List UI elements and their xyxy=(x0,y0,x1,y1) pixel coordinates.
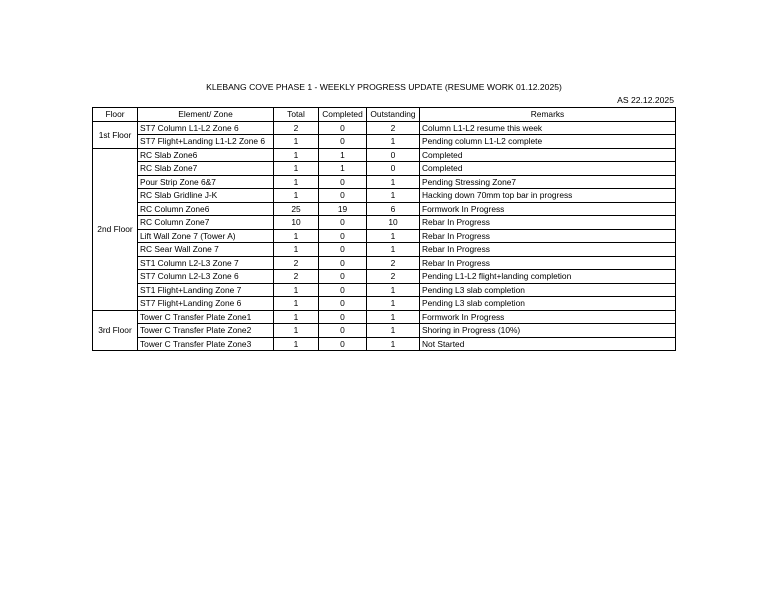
remarks-cell: Rebar In Progress xyxy=(420,243,676,257)
element-cell: Tower C Transfer Plate Zone3 xyxy=(138,337,274,351)
completed-cell: 0 xyxy=(319,324,367,338)
element-cell: RC Slab Zone7 xyxy=(138,162,274,176)
completed-cell: 0 xyxy=(319,175,367,189)
total-cell: 1 xyxy=(274,297,319,311)
remarks-cell: Formwork In Progress xyxy=(420,202,676,216)
total-cell: 1 xyxy=(274,229,319,243)
table-row xyxy=(93,337,676,351)
outstanding-cell: 2 xyxy=(367,270,420,284)
total-cell: 2 xyxy=(274,256,319,270)
remarks-cell: Column L1-L2 resume this week xyxy=(420,121,676,135)
completed-cell: 0 xyxy=(319,135,367,149)
element-cell: RC Sear Wall Zone 7 xyxy=(138,243,274,257)
completed-cell: 0 xyxy=(319,121,367,135)
outstanding-cell: 0 xyxy=(367,148,420,162)
outstanding-cell: 1 xyxy=(367,243,420,257)
completed-cell: 0 xyxy=(319,310,367,324)
element-cell: RC Column Zone6 xyxy=(138,202,274,216)
table-row xyxy=(93,135,676,149)
remarks-cell: Hacking down 70mm top bar in progress xyxy=(420,189,676,203)
table-row xyxy=(93,229,676,243)
remarks-cell: Pending column L1-L2 complete xyxy=(420,135,676,149)
remarks-cell: Formwork In Progress xyxy=(420,310,676,324)
element-cell: ST7 Flight+Landing Zone 6 xyxy=(138,297,274,311)
table-row xyxy=(93,270,676,284)
element-cell: ST7 Flight+Landing L1-L2 Zone 6 xyxy=(138,135,274,149)
floor-cell: 2nd Floor xyxy=(93,148,138,310)
outstanding-cell: 1 xyxy=(367,283,420,297)
total-cell: 2 xyxy=(274,121,319,135)
element-cell: Lift Wall Zone 7 (Tower A) xyxy=(138,229,274,243)
floor-cell: 1st Floor xyxy=(93,121,138,148)
remarks-cell: Rebar In Progress xyxy=(420,216,676,230)
outstanding-cell: 1 xyxy=(367,229,420,243)
document-title: KLEBANG COVE PHASE 1 - WEEKLY PROGRESS UPDATE (RESUME WORK 01.12.2025) xyxy=(206,82,562,92)
table-row xyxy=(93,243,676,257)
total-cell: 10 xyxy=(274,216,319,230)
floor-cell: 3rd Floor xyxy=(93,310,138,351)
total-cell: 1 xyxy=(274,135,319,149)
element-cell: RC Column Zone7 xyxy=(138,216,274,230)
table-row xyxy=(93,162,676,176)
completed-cell: 0 xyxy=(319,229,367,243)
header-element: Element/ Zone xyxy=(138,108,274,122)
completed-cell: 0 xyxy=(319,297,367,311)
total-cell: 1 xyxy=(274,189,319,203)
outstanding-cell: 0 xyxy=(367,162,420,176)
outstanding-cell: 2 xyxy=(367,256,420,270)
element-cell: Tower C Transfer Plate Zone1 xyxy=(138,310,274,324)
total-cell: 1 xyxy=(274,283,319,297)
element-cell: ST1 Column L2-L3 Zone 7 xyxy=(138,256,274,270)
completed-cell: 0 xyxy=(319,256,367,270)
element-cell: ST7 Column L2-L3 Zone 6 xyxy=(138,270,274,284)
remarks-cell: Shoring in Progress (10%) xyxy=(420,324,676,338)
completed-cell: 0 xyxy=(319,216,367,230)
remarks-cell: Completed xyxy=(420,162,676,176)
total-cell: 25 xyxy=(274,202,319,216)
total-cell: 1 xyxy=(274,148,319,162)
outstanding-cell: 10 xyxy=(367,216,420,230)
element-cell: ST7 Column L1-L2 Zone 6 xyxy=(138,121,274,135)
remarks-cell: Pending L1-L2 flight+landing completion xyxy=(420,270,676,284)
total-cell: 1 xyxy=(274,243,319,257)
outstanding-cell: 1 xyxy=(367,324,420,338)
table-header-row xyxy=(93,108,676,122)
outstanding-cell: 1 xyxy=(367,297,420,311)
outstanding-cell: 1 xyxy=(367,175,420,189)
table-row xyxy=(93,216,676,230)
total-cell: 1 xyxy=(274,162,319,176)
table-row xyxy=(93,148,676,162)
outstanding-cell: 6 xyxy=(367,202,420,216)
table-row xyxy=(93,202,676,216)
table-row xyxy=(93,189,676,203)
outstanding-cell: 1 xyxy=(367,310,420,324)
header-outstanding: Outstanding xyxy=(367,108,420,122)
table-row xyxy=(93,256,676,270)
total-cell: 1 xyxy=(274,175,319,189)
completed-cell: 0 xyxy=(319,243,367,257)
completed-cell: 0 xyxy=(319,283,367,297)
total-cell: 1 xyxy=(274,310,319,324)
completed-cell: 0 xyxy=(319,337,367,351)
element-cell: RC Slab Zone6 xyxy=(138,148,274,162)
remarks-cell: Rebar In Progress xyxy=(420,256,676,270)
remarks-cell: Pending L3 slab completion xyxy=(420,297,676,311)
remarks-cell: Completed xyxy=(420,148,676,162)
outstanding-cell: 1 xyxy=(367,135,420,149)
completed-cell: 19 xyxy=(319,202,367,216)
table-row xyxy=(93,283,676,297)
element-cell: ST1 Flight+Landing Zone 7 xyxy=(138,283,274,297)
remarks-cell: Pending Stressing Zone7 xyxy=(420,175,676,189)
header-remarks: Remarks xyxy=(420,108,676,122)
outstanding-cell: 1 xyxy=(367,337,420,351)
outstanding-cell: 2 xyxy=(367,121,420,135)
total-cell: 2 xyxy=(274,270,319,284)
element-cell: Pour Strip Zone 6&7 xyxy=(138,175,274,189)
total-cell: 1 xyxy=(274,324,319,338)
as-of-date: AS 22.12.2025 xyxy=(617,95,674,105)
table-row xyxy=(93,324,676,338)
outstanding-cell: 1 xyxy=(367,189,420,203)
remarks-cell: Pending L3 slab completion xyxy=(420,283,676,297)
element-cell: RC Slab Gridline J-K xyxy=(138,189,274,203)
progress-table xyxy=(92,107,676,351)
table-row xyxy=(93,297,676,311)
header-completed: Completed xyxy=(319,108,367,122)
table-row xyxy=(93,310,676,324)
table-row xyxy=(93,175,676,189)
total-cell: 1 xyxy=(274,337,319,351)
completed-cell: 0 xyxy=(319,189,367,203)
header-total: Total xyxy=(274,108,319,122)
remarks-cell: Not Started xyxy=(420,337,676,351)
header-floor: Floor xyxy=(93,108,138,122)
remarks-cell: Rebar In Progress xyxy=(420,229,676,243)
completed-cell: 0 xyxy=(319,270,367,284)
element-cell: Tower C Transfer Plate Zone2 xyxy=(138,324,274,338)
table-row xyxy=(93,121,676,135)
completed-cell: 1 xyxy=(319,162,367,176)
completed-cell: 1 xyxy=(319,148,367,162)
